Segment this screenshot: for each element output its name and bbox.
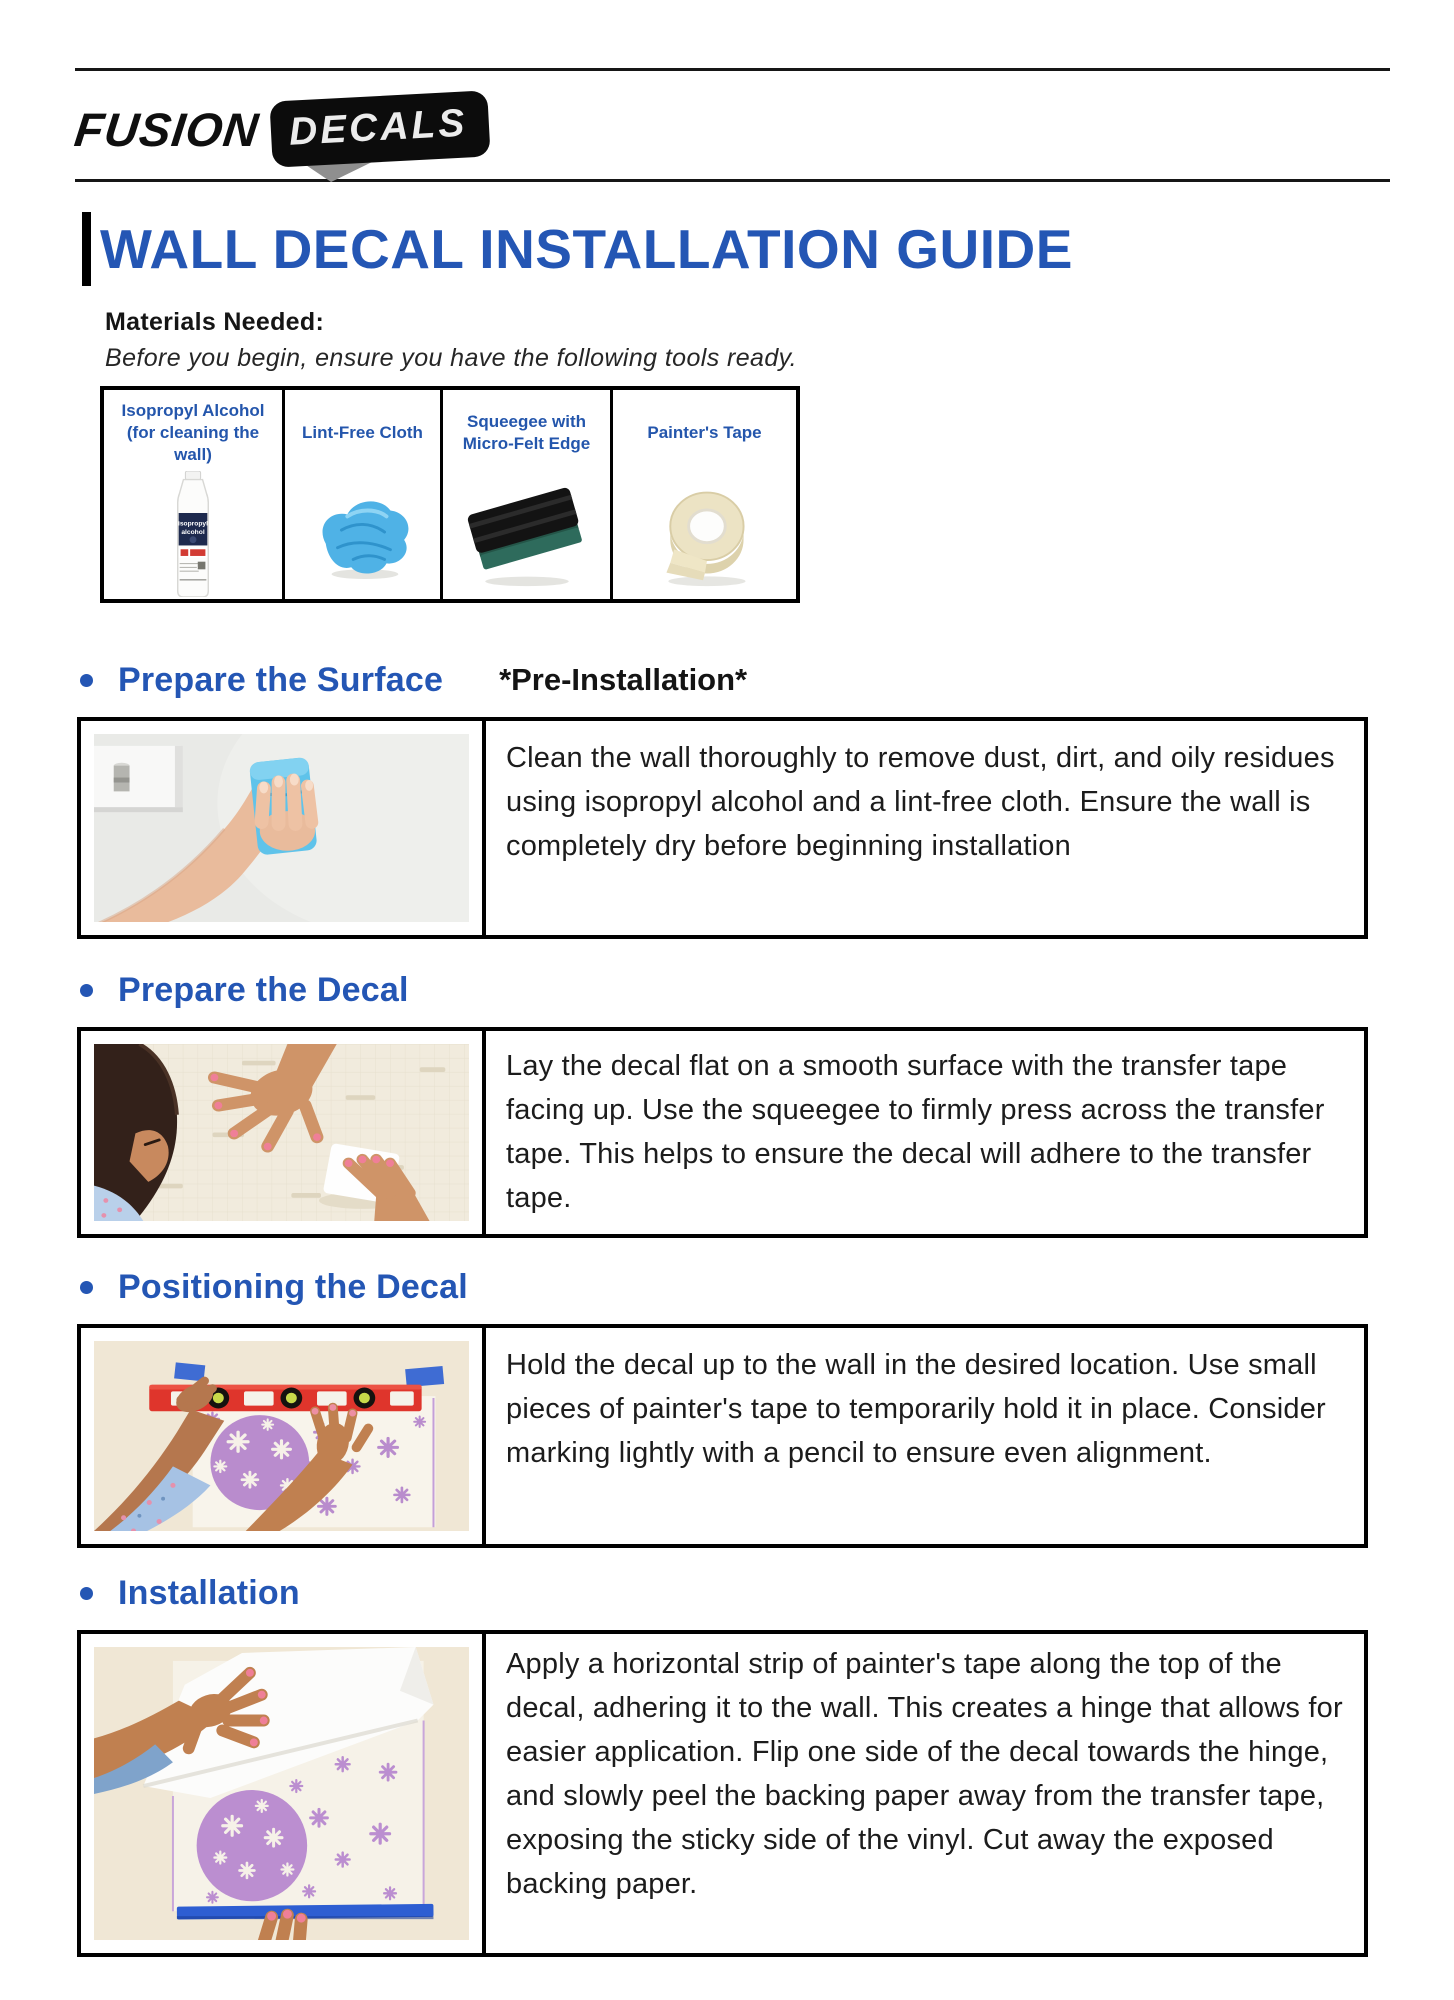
bullet-icon bbox=[80, 1587, 93, 1600]
photo-pressing-decal bbox=[81, 1031, 486, 1234]
instruction-box-prepare-decal bbox=[77, 1027, 1368, 1238]
brand-fusion-text: FUSION bbox=[71, 102, 262, 156]
instruction-box-prepare-surface bbox=[77, 717, 1368, 939]
title-accent-bar bbox=[82, 212, 91, 286]
painters-tape-icon bbox=[613, 468, 796, 599]
section-note-pre-installation: *Pre-Installation* bbox=[499, 662, 748, 697]
instruction-box-positioning bbox=[77, 1324, 1368, 1548]
header-rule-bottom bbox=[75, 179, 1390, 182]
bullet-icon bbox=[80, 674, 93, 687]
bottle-label-line2: alcohol bbox=[181, 528, 205, 536]
isopropyl-bottle-icon bbox=[104, 468, 282, 599]
material-cell-tape bbox=[613, 390, 796, 599]
instruction-box-installation bbox=[77, 1630, 1368, 1957]
section-heading-prepare-surface: Prepare the Surface bbox=[118, 660, 444, 699]
instruction-text: Lay the decal flat on a smooth surface with the transfer tape facing up. Use the squeegee to firmly press across the transfer tape. This helps to ensure the decal will adhere to the transfer tape. bbox=[506, 1050, 1325, 1214]
brand-decals-badge bbox=[271, 96, 489, 162]
section-heading-installation: Installation bbox=[118, 1573, 300, 1612]
materials-heading: Materials Needed: bbox=[105, 308, 325, 336]
material-label: Painter's Tape bbox=[647, 422, 762, 442]
material-label: Squeegee with Micro-Felt Edge bbox=[462, 411, 591, 453]
instruction-text: Hold the decal up to the wall in the desired location. Use small pieces of painter's tape to temporarily hold it in place. Consider marking lightly with a pencil to ensure even alignment. bbox=[506, 1349, 1326, 1469]
bullet-icon bbox=[80, 984, 93, 997]
section-heading-row bbox=[80, 1572, 1454, 1614]
section-heading-row bbox=[80, 659, 1454, 701]
materials-table bbox=[100, 386, 800, 603]
instruction-text: Apply a horizontal strip of painter's tape along the top of the decal, adhering it to the wall. This creates a hinge that allows for easier application. Flip one side of the decal towards the hinge, and slowly peel the backing paper away from the transfer tape, exposing the sticky side of the vinyl. Cut away the exposed backing paper. bbox=[506, 1648, 1343, 1900]
material-cell-isopropyl bbox=[104, 390, 285, 599]
section-heading-prepare-decal: Prepare the Decal bbox=[118, 970, 409, 1009]
bottle-label-line1: isopropyl bbox=[177, 519, 209, 527]
header-rule-top bbox=[75, 68, 1390, 71]
materials-subheading: Before you begin, ensure you have the following tools ready. bbox=[105, 344, 798, 372]
page-title: WALL DECAL INSTALLATION GUIDE bbox=[100, 218, 1073, 280]
photo-wall-cleaning bbox=[81, 721, 486, 935]
bullet-icon bbox=[80, 1281, 93, 1294]
brand-decals-text: DECALS bbox=[269, 90, 490, 167]
material-label: Lint-Free Cloth bbox=[302, 422, 423, 442]
photo-leveling-decal bbox=[81, 1328, 486, 1544]
brand-logo bbox=[71, 85, 1454, 173]
section-heading-row bbox=[80, 969, 1454, 1011]
material-label: Isopropyl Alcohol (for cleaning the wall) bbox=[121, 400, 265, 465]
section-heading-row bbox=[80, 1266, 1454, 1308]
photo-peeling-backing bbox=[81, 1634, 486, 1953]
title-row bbox=[82, 212, 1454, 286]
squeegee-icon bbox=[443, 468, 610, 599]
instruction-text: Clean the wall thoroughly to remove dust, dirt, and oily residues using isopropyl alcohol and a lint-free cloth. Ensure the wall is completely dry before beginning installation bbox=[506, 742, 1335, 862]
lint-free-cloth-icon bbox=[285, 468, 440, 599]
section-heading-positioning: Positioning the Decal bbox=[118, 1267, 468, 1306]
material-cell-cloth bbox=[285, 390, 443, 599]
material-cell-squeegee bbox=[443, 390, 613, 599]
